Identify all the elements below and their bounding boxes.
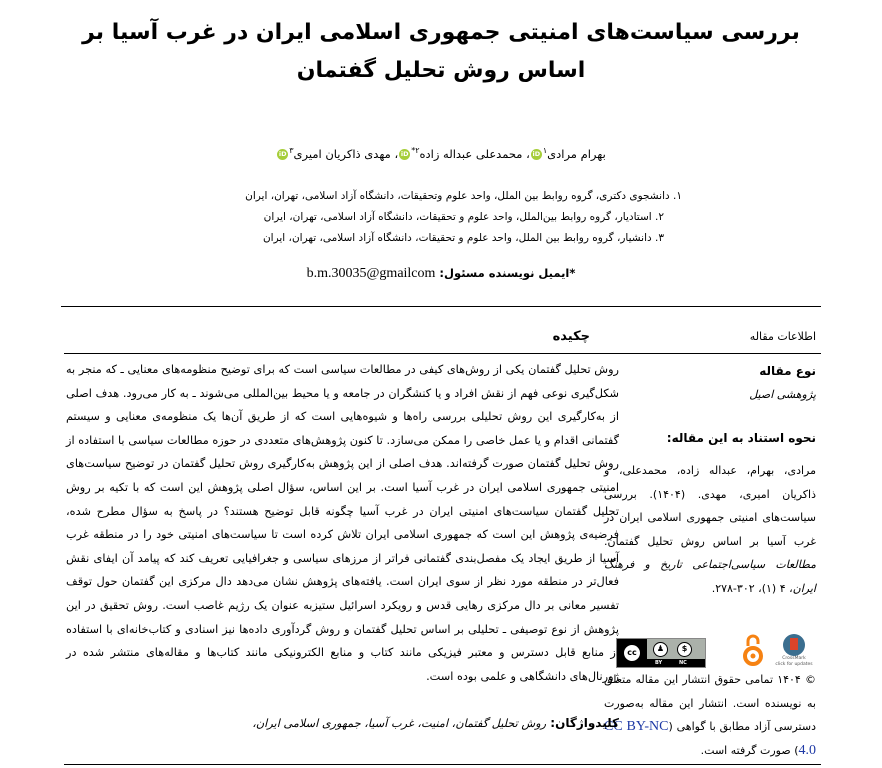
email-address[interactable]: b.m.30035@gmailcom — [306, 266, 436, 281]
keywords-label: کلیدواژگان: — [546, 716, 619, 730]
author-separator: ، — [522, 146, 530, 161]
article-info-heading: اطلاعات مقاله — [749, 330, 816, 343]
divider — [64, 353, 821, 354]
orcid-icon[interactable]: iD — [278, 149, 287, 158]
citation-plain: مرادی، بهرام، عبداله زاده، محمدعلی، و ذاکریان امیری، مهدی. (۱۴۰۴). بررسی سیاست‌های امنیتی جمهوری اسلامی ایران در غرب آسیا بر اساس روش تحلیل گفتمان. — [604, 464, 816, 548]
abstract-heading: چکیده — [552, 329, 590, 344]
open-access-icon — [742, 632, 764, 668]
cc-by-nc-badge[interactable] — [616, 638, 706, 668]
affiliation-item: ۳. دانشیار، گروه روابط بین الملل، واحد علوم و تحقیقات، دانشگاه آزاد اسلامی، تهران، ایران — [262, 232, 664, 244]
author-affil-marker: ۲* — [411, 146, 420, 155]
crossmark-icon[interactable] — [772, 634, 816, 668]
license-link[interactable]: CC BY-NC 4.0 — [604, 719, 816, 758]
by-label: BY — [655, 660, 663, 666]
affiliation-item: ۲. استادیار، گروه روابط بین‌الملل، واحد علوم و تحقیقات، دانشگاه آزاد اسلامی، تهران، ایران — [263, 211, 664, 223]
author-name[interactable]: مهدی ذاکریان امیری — [293, 146, 391, 161]
article-type-heading: نوع مقاله — [759, 364, 816, 378]
citation-heading: نحوه استناد به این مقاله: — [666, 431, 816, 445]
by-attribution-icon: ♟ — [653, 642, 668, 657]
citation-journal: مطالعات سیاسی‌اجتماعی تاریخ و فرهنگ ایران — [604, 558, 816, 595]
article-title: بررسی سیاست‌های امنیتی جمهوری اسلامی ایران در غرب آسیا بر اساس روش تحلیل گفتمان — [82, 20, 800, 83]
orcid-icon[interactable]: iD — [532, 149, 541, 158]
nc-label: NC — [679, 660, 687, 666]
cc-icon: cc — [622, 643, 642, 663]
divider — [64, 764, 821, 765]
crossmark-label: CrossMark — [782, 656, 806, 661]
divider — [61, 306, 821, 307]
orcid-icon[interactable]: iD — [400, 149, 409, 158]
corresponding-email — [200, 266, 682, 282]
license-icons — [604, 632, 816, 668]
crossmark-sublabel: click for updates — [775, 662, 813, 667]
author-name[interactable]: محمدعلی عبداله زاده — [419, 146, 523, 161]
copyright-text: © ۱۴۰۴ تمامی حقوق انتشار این مقاله متعلق به نویسنده است. انتشار این مقاله به‌صورت دسترسی آزاد مطابق با گواهی ( — [604, 673, 816, 733]
article-type-value: پژوهشی اصیل — [749, 388, 816, 401]
author-list — [60, 146, 822, 161]
copyright-notice — [604, 668, 816, 762]
author-affil-marker: ۱ — [542, 146, 548, 155]
keywords — [66, 716, 619, 730]
noncommercial-icon: $ — [677, 642, 692, 657]
abstract-body: روش تحلیل گفتمان یکی از روش‌های کیفی در مطالعات سیاسی است که برای توضیح منظومه‌های معنایی ـ که منجر به شکل‌گیری نوعی فهم از نقش افراد و یا کنشگران در جامعه و یا محیط بین‌المللی می‌شوند ـ به کار می‌رود. هدف اصلی از به‌کارگیری این روش تحلیلی بررسی راه‌ها و شیوه‌هایی است که از طریق آن‌ها یک منظومه‌ی معنایی و سیستم گفتمانی اقدام و یا عمل خاصی را ممکن می‌سازد. تا کنون پژوهش‌های متعددی در حوزه مطالعات سیاسی با استفاده از روش تحلیل گفتمان صورت گرفته‌اند. هدف اصلی از این پژوهش به‌کارگیری روش تحلیل گفتمان در توضیح سیاست‌های امنیتی جمهوری اسلامی ایران در غرب آسیا است. بر این اساس، سؤال اصلی پژوهش این است که با تکیه بر روش تحلیل گفتمان سیاست‌های امنیتی ایران در غرب آسیا چگونه قابل توضیح هستند؟ در پاسخ به سؤال مطرح شده، فرضیه‌ی پژوهش این است که جمهوری اسلامی ایران تلاش کرده است تا سیاست‌های امنیتی خود را در منطقه غرب آسیا از طریق ایجاد یک مفصل‌بندی گفتمانی فراتر از مرزهای سیاسی و جغرافیایی تعریف کند که پیامد آن ایفای نقش فعال‌تر در منطقه مورد نظر از سوی ایران است. یافته‌های پژوهش نشان می‌دهد دال مرکزی این گفتمان حول توقف تفسیر معانی بر دال مرکزی رهایی قدس و رویکرد اسرائیل ستیزبه عنوان یک رژیم غاصب است. روش تحقیق در این پژوهش از نوع توصیفی ـ تحلیلی بر اساس تحلیل گفتمان و روش گردآوری داده‌ها نیز اسنادی و کتاب‌خانه‌ای با استفاده از منابع قابل دسترس و معتبر فیزیکی مانند کتاب و منابع الکترونیکی مانند کتاب‌ها و مقاله‌های منتشر شده در ژورنال‌های دانشگاهی و علمی بوده است. — [66, 363, 619, 683]
affiliation-item: ۱. دانشجوی دکتری، گروه روابط بین الملل، واحد علوم وتحقیقات، دانشگاه آزاد اسلامی، تهران، ایران — [245, 190, 682, 202]
citation-text — [604, 459, 816, 600]
author-separator: ، — [390, 146, 399, 161]
author-affil-marker: ۳ — [289, 146, 294, 155]
email-label: *ایمیل نویسنده مسئول: — [435, 266, 576, 280]
citation-tail: ، ۴ (۱)، ۳۰۲-۲۷۸. — [711, 581, 793, 595]
keywords-value: روش تحلیل گفتمان، امنیت، غرب آسیا، جمهوری اسلامی ایران، — [252, 717, 547, 730]
author-name[interactable]: بهرام مرادی — [547, 146, 606, 161]
affiliations — [200, 186, 682, 249]
copyright-tail: ) صورت گرفته است. — [700, 743, 799, 757]
